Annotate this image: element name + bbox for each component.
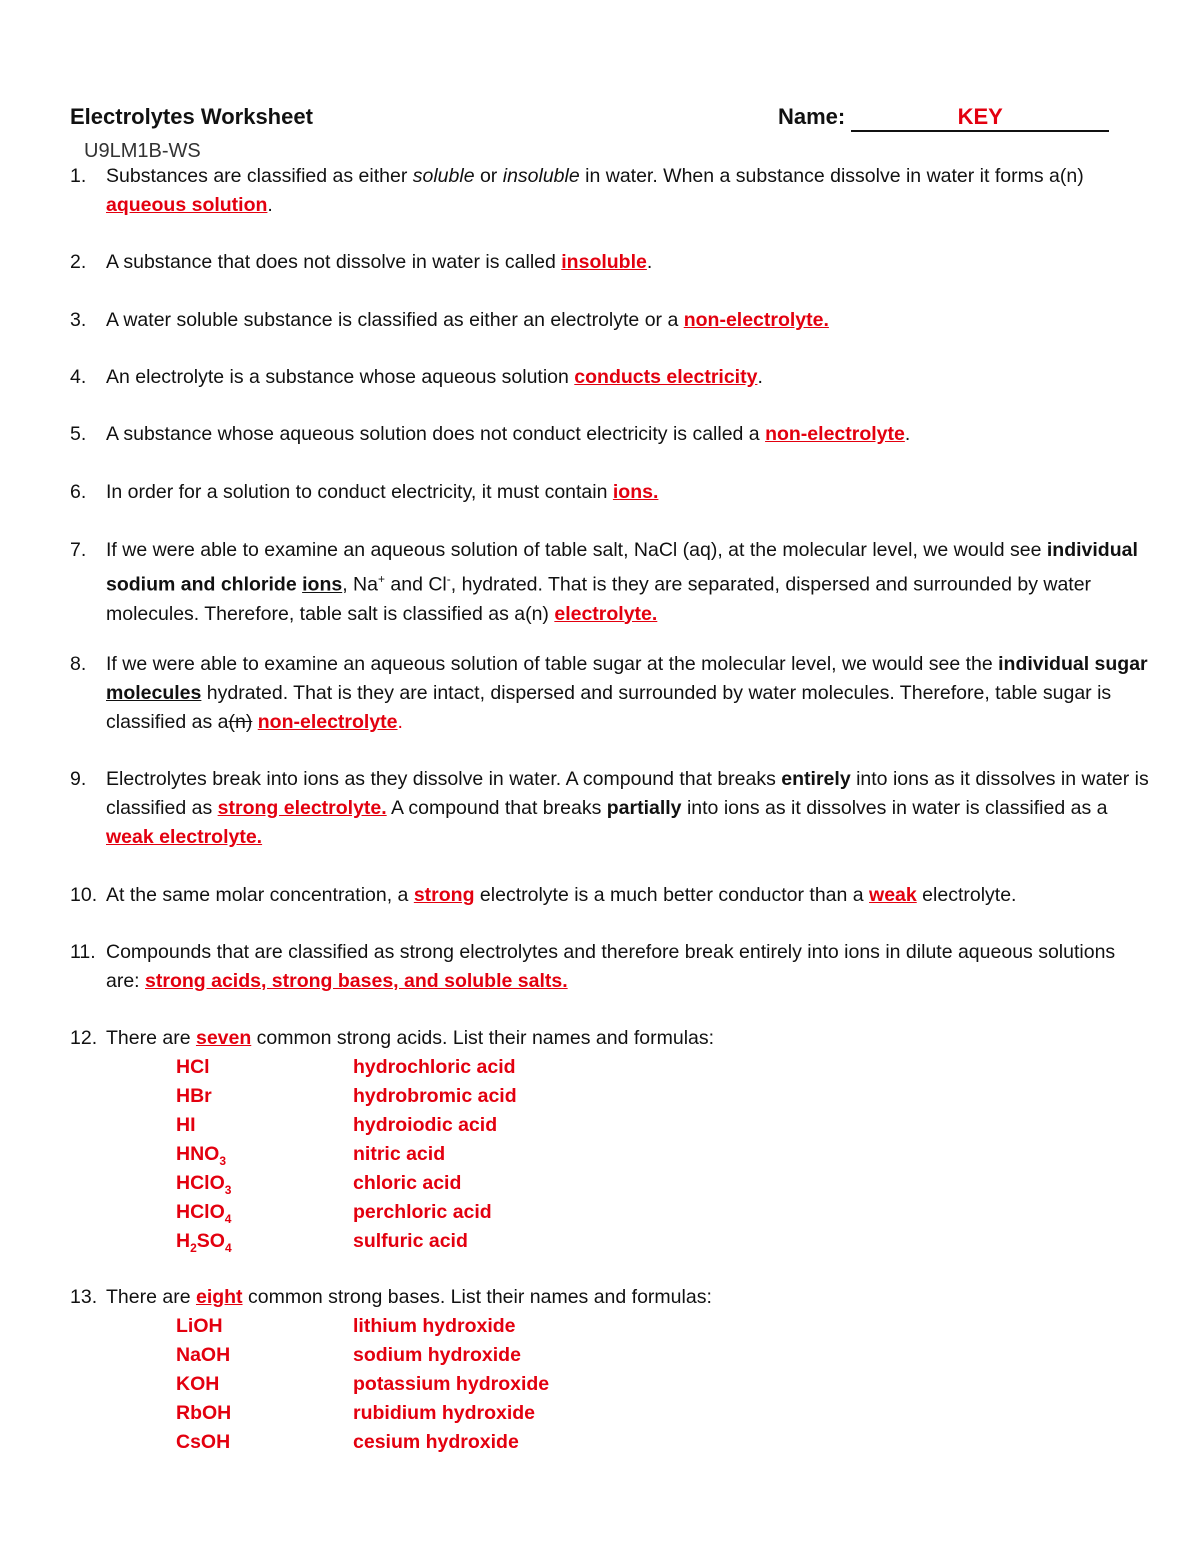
compound-name: perchloric acid: [353, 1201, 492, 1223]
question-5: [70, 420, 1150, 449]
question-1: [70, 162, 1150, 220]
answer: strong electrolyte.: [217, 797, 387, 819]
compound-name: hydroiodic acid: [353, 1114, 498, 1136]
page-title: Electrolytes Worksheet: [70, 104, 313, 129]
compound-name: sodium hydroxide: [353, 1344, 521, 1366]
answer: electrolyte.: [554, 602, 658, 625]
question-number: 10.: [70, 884, 98, 906]
answer: strong: [413, 884, 475, 906]
answer: insoluble: [561, 251, 647, 273]
question-number: 4.: [70, 366, 87, 388]
worksheet-code: U9LM1B-WS: [84, 140, 201, 162]
question-number: 11.: [70, 941, 96, 963]
compound-name: nitric acid: [353, 1143, 446, 1165]
question-text: If we were able to examine an aqueous solution of table sugar at the molecular level, we would see the individual sugar molecules hydrated. That is they are intact, dispersed and surrounded by water molecules. Therefore, table sugar is classified as a(n) non-electrolyte.: [106, 653, 1148, 733]
answer: non-electrolyte: [257, 711, 398, 733]
compound-name: cesium hydroxide: [353, 1431, 519, 1453]
answer: seven: [195, 1027, 252, 1049]
compound-name: hydrobromic acid: [353, 1085, 517, 1107]
question-number: 3.: [70, 309, 87, 331]
question-text: An electrolyte is a substance whose aqueous solution conducts electricity.: [106, 366, 763, 388]
formula: $HNO_3$: [176, 1143, 227, 1168]
question-text: If we were able to examine an aqueous solution of table salt, NaCl (aq), at the molecular level, we would see individual sodium and chloride ions, Na+ and Cl-, hydrated. That is they are separated, dispersed and surrounded by water molecules. Therefore, table salt is classified as a(n) electrolyte.: [106, 539, 1138, 625]
compound-name: potassium hydroxide: [353, 1373, 550, 1395]
name-value: KEY: [957, 104, 1003, 129]
answer: non-electrolyte.: [683, 309, 829, 331]
question-text: There are eight common strong bases. List their names and formulas:: [106, 1286, 712, 1308]
question-2: [70, 248, 1150, 277]
question-number: 6.: [70, 481, 87, 503]
answer: non-electrolyte: [765, 423, 905, 445]
question-7: [70, 536, 1150, 629]
question-13: [70, 1283, 1150, 1312]
question-12: [70, 1024, 1150, 1053]
question-number: 12.: [70, 1027, 98, 1049]
formula: HI: [176, 1114, 196, 1136]
question-number: 8.: [70, 653, 87, 675]
answer: aqueous solution: [106, 194, 268, 216]
question-number: 5.: [70, 423, 87, 445]
question-8: [70, 650, 1150, 737]
question-4: [70, 363, 1150, 392]
question-3: [70, 306, 1150, 335]
formula: HClO$_3$: [176, 1172, 232, 1197]
question-text: At the same molar concentration, a strong electrolyte is a much better conductor than a weak electrolyte.: [106, 884, 1017, 906]
answer: ions.: [612, 481, 659, 503]
formula: HCl: [176, 1056, 210, 1078]
question-number: 7.: [70, 539, 87, 561]
formula: $H_2SO_4$: [176, 1230, 232, 1255]
answer: conducts electricity: [574, 366, 758, 388]
answer: weak: [869, 884, 917, 906]
compound-name: chloric acid: [353, 1172, 462, 1194]
question-text: Electrolytes break into ions as they dissolve in water. A compound that breaks entirely into ions as it dissolves in water is classified as strong electrolyte. A compound that breaks partially into ions as it dissolves in water is classified as a weak electrolyte.: [106, 768, 1149, 848]
question-6: [70, 478, 1150, 507]
question-number: 13.: [70, 1286, 98, 1308]
question-text: A substance whose aqueous solution does not conduct electricity is called a non-electrolyte.: [106, 423, 911, 445]
question-text: There are seven common strong acids. List their names and formulas:: [106, 1027, 715, 1049]
question-number: 1.: [70, 165, 87, 187]
question-10: [70, 881, 1190, 910]
question-text: A water soluble substance is classified as either an electrolyte or a non-electrolyte.: [106, 309, 829, 331]
question-11: [70, 938, 1150, 996]
name-field: [778, 104, 1109, 132]
question-text: In order for a solution to conduct electricity, it must contain ions.: [106, 481, 659, 503]
question-9: [70, 765, 1150, 852]
name-label: Name:: [778, 104, 846, 129]
question-number: 2.: [70, 251, 87, 273]
answer: eight: [195, 1286, 243, 1308]
formula: RbOH: [176, 1402, 232, 1424]
formula: CsOH: [176, 1431, 231, 1453]
question-number: 9.: [70, 768, 87, 790]
compound-name: hydrochloric acid: [353, 1056, 516, 1078]
answer: weak electrolyte.: [106, 826, 263, 848]
question-text: A substance that does not dissolve in water is called insoluble.: [106, 251, 653, 273]
formula: HBr: [176, 1085, 212, 1107]
question-text: Compounds that are classified as strong electrolytes and therefore break entirely into ions in dilute aqueous solutions are: strong acids, strong bases, and soluble salts.: [106, 941, 1116, 992]
compound-name: lithium hydroxide: [353, 1315, 516, 1337]
question-text: Substances are classified as either soluble or insoluble in water. When a substance dissolve in water it forms a(n) aqueous solution.: [106, 165, 1084, 216]
formula: KOH: [176, 1373, 220, 1395]
formula: NaOH: [176, 1344, 231, 1366]
compound-name: rubidium hydroxide: [353, 1402, 536, 1424]
answer: strong acids, strong bases, and soluble salts.: [145, 970, 568, 992]
compound-name: sulfuric acid: [353, 1230, 468, 1252]
formula: HClO$_4$: [176, 1201, 232, 1226]
name-line: [851, 106, 1109, 132]
formula: LiOH: [176, 1315, 223, 1337]
